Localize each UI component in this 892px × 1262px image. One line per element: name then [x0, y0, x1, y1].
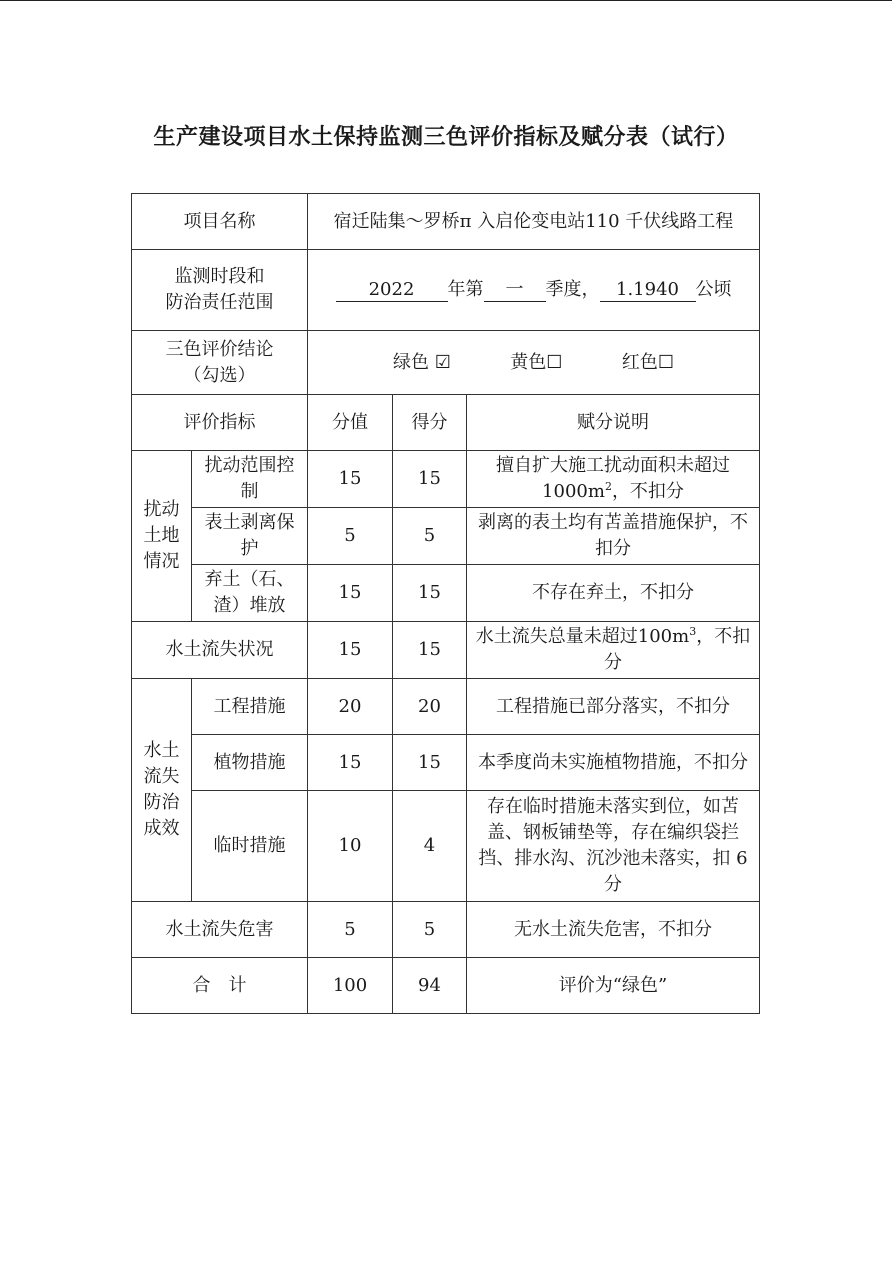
total-got: 94	[393, 958, 467, 1014]
document-title: 生产建设项目水土保持监测三色评价指标及赋分表（试行）	[153, 124, 739, 150]
row-got: 15	[393, 565, 467, 622]
year-suffix: 年第	[447, 279, 484, 300]
row-score: 15	[308, 451, 393, 508]
red-option-label: 红色	[621, 351, 658, 373]
total-score: 100	[308, 958, 393, 1014]
header-row	[132, 395, 760, 451]
row-score: 20	[308, 679, 393, 735]
row-got: 20	[393, 679, 467, 735]
period-label-line2: 防治责任范围	[165, 292, 274, 313]
green-checkbox[interactable]: ☑	[434, 351, 451, 373]
quarter-value: 一	[484, 279, 546, 302]
row-score: 5	[308, 902, 393, 958]
table-row	[132, 902, 760, 958]
quarter-suffix: 季度，	[545, 279, 600, 300]
conclusion-label-line2: （勾选）	[183, 364, 256, 386]
row-score: 15	[308, 565, 393, 622]
conclusion-row	[132, 331, 760, 395]
year-value: 2022	[336, 279, 448, 302]
header-score: 分值	[308, 395, 393, 451]
row-score: 15	[308, 735, 393, 791]
total-desc: 评价为“绿色”	[467, 958, 760, 1014]
row-desc: 不存在弃土，不扣分	[467, 565, 760, 622]
table-row	[132, 565, 760, 622]
row-name: 水土流失危害	[132, 902, 308, 958]
table-row	[132, 622, 760, 679]
table-row	[132, 735, 760, 791]
row-score: 15	[308, 622, 393, 679]
conclusion-options	[308, 331, 760, 395]
row-desc: 存在临时措施未落实到位，如苫盖、钢板铺垫等，存在编织袋拦挡、排水沟、沉沙池未落实，扣 6 分	[467, 791, 760, 902]
row-name: 工程措施	[192, 679, 308, 735]
header-desc: 赋分说明	[467, 395, 760, 451]
row-desc: 本季度尚未实施植物措施，不扣分	[467, 735, 760, 791]
period-value	[308, 250, 760, 331]
row-name: 植物措施	[192, 735, 308, 791]
yellow-checkbox[interactable]: ☐	[546, 351, 563, 373]
table-row	[132, 679, 760, 735]
red-checkbox[interactable]: ☐	[657, 351, 675, 373]
area-unit: 公顷	[695, 279, 732, 300]
row-got: 4	[393, 791, 467, 902]
total-label: 合 计	[132, 958, 308, 1014]
row-desc: 无水土流失危害，不扣分	[467, 902, 760, 958]
row-name: 弃土（石、渣）堆放	[192, 565, 308, 622]
page-top-border	[0, 0, 892, 1]
period-label	[132, 250, 308, 331]
row-got: 5	[393, 508, 467, 565]
area-value: 1.1940	[600, 279, 696, 302]
header-got: 得分	[393, 395, 467, 451]
yellow-option-label: 黄色	[510, 351, 547, 373]
row-desc: 水土流失总量未超过$100m^3$，不扣分	[467, 622, 760, 679]
row-name: 表土剥离保护	[192, 508, 308, 565]
row-got: 15	[393, 735, 467, 791]
conclusion-label	[132, 331, 308, 395]
row-desc: 剥离的表土均有苫盖措施保护，不扣分	[467, 508, 760, 565]
table-row	[132, 791, 760, 902]
row-desc: 擅自扩大施工扰动面积未超过$1000m^2$，不扣分	[467, 451, 760, 508]
row-score: 10	[308, 791, 393, 902]
header-indicator: 评价指标	[132, 395, 308, 451]
project-row	[132, 194, 760, 250]
green-option-label: 绿色	[392, 351, 429, 373]
period-label-line1: 监测时段和	[174, 266, 265, 287]
group2-label: 水土流失防治成效	[132, 679, 192, 902]
period-row	[132, 250, 760, 331]
group1-label: 扰动土地情况	[132, 451, 192, 622]
project-label: 项目名称	[132, 194, 308, 250]
row-desc: 工程措施已部分落实，不扣分	[467, 679, 760, 735]
row-name: 临时措施	[192, 791, 308, 902]
row-name: 水土流失状况	[132, 622, 308, 679]
row-name: 扰动范围控制	[192, 451, 308, 508]
row-got: 15	[393, 622, 467, 679]
table-row	[132, 451, 760, 508]
row-got: 5	[393, 902, 467, 958]
project-value: 宿迁陆集～罗桥π 入启伦变电站110 千伏线路工程	[308, 194, 760, 250]
table-row	[132, 508, 760, 565]
row-score: 5	[308, 508, 393, 565]
evaluation-table	[131, 193, 760, 1014]
conclusion-label-line1: 三色评价结论	[165, 338, 274, 360]
row-got: 15	[393, 451, 467, 508]
total-row	[132, 958, 760, 1014]
